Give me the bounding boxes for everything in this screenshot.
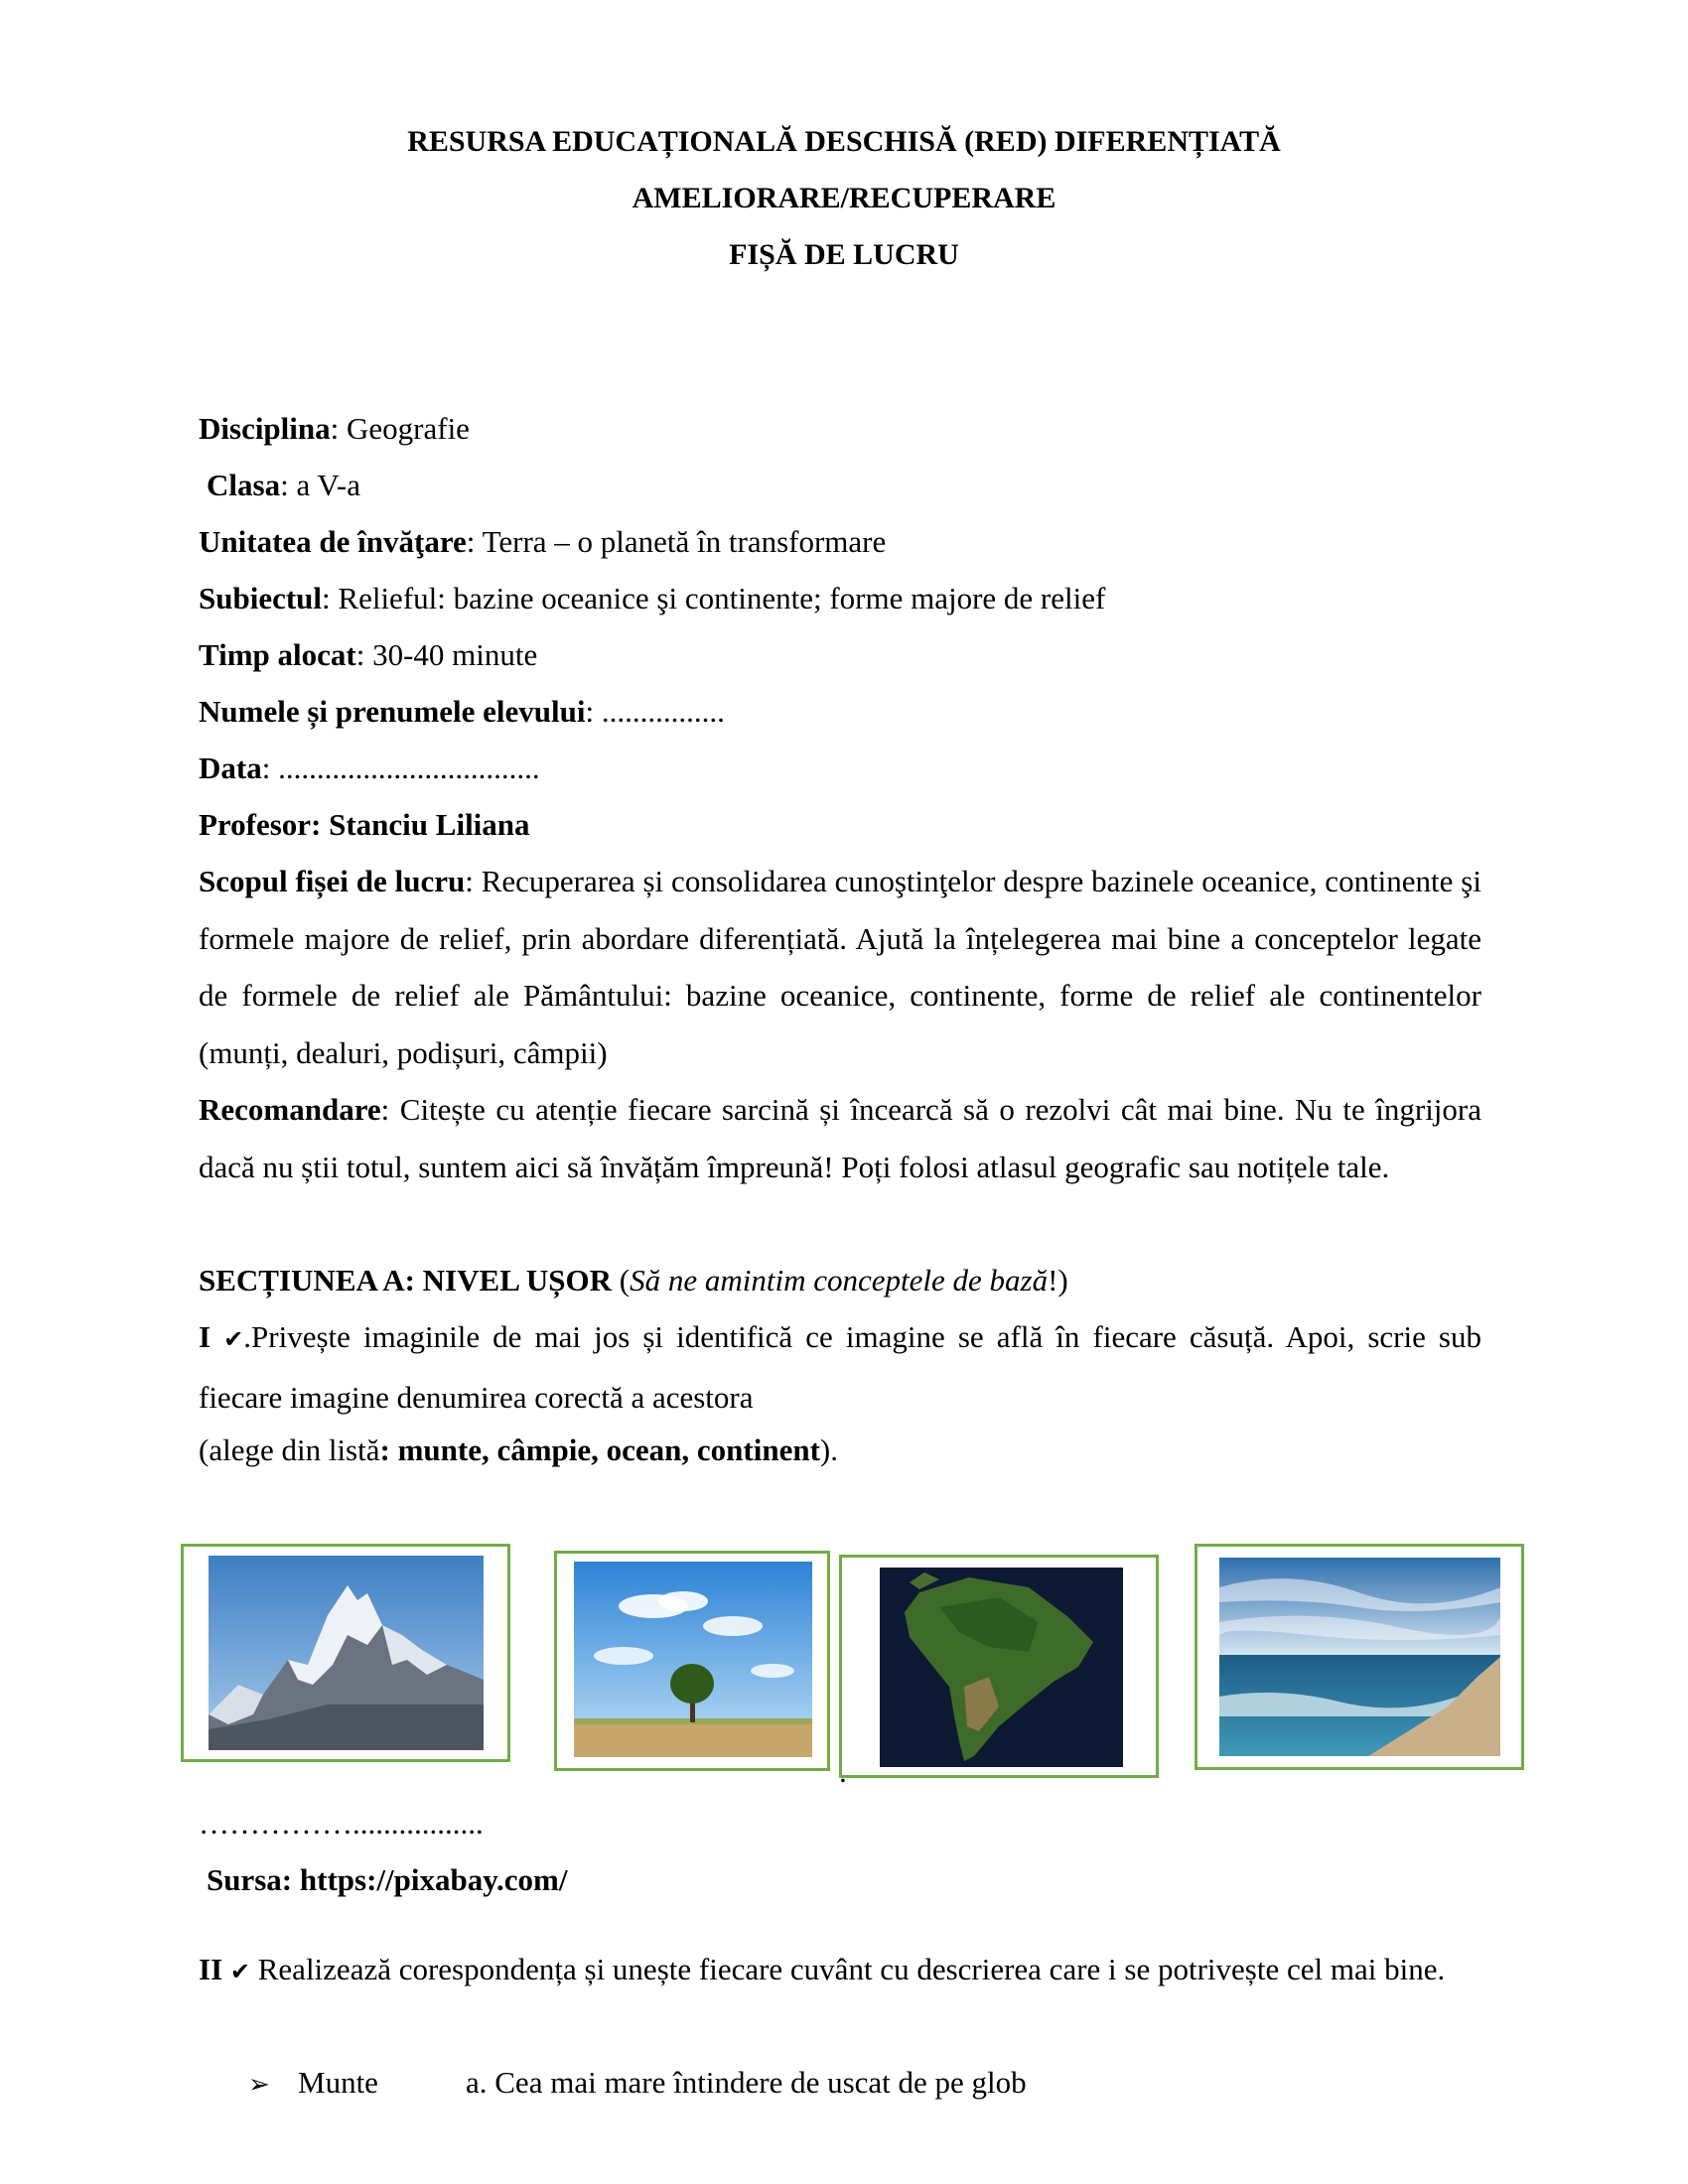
source-text: Sursa: https://pixabay.com/ bbox=[207, 1862, 568, 1897]
clasa-label: Clasa bbox=[207, 468, 281, 502]
data-value: : .................................. bbox=[261, 751, 540, 785]
image-source bbox=[207, 1851, 1497, 1908]
section-a-paren-close: !) bbox=[1048, 1263, 1068, 1297]
task1-list-suffix: ). bbox=[819, 1433, 838, 1467]
task2-number: II bbox=[199, 1952, 223, 1986]
data-label: Data bbox=[199, 751, 262, 785]
mountain-image bbox=[209, 1556, 484, 1750]
unitatea-value: : Terra – o planetă în transformare bbox=[466, 524, 887, 559]
section-a-title: SECȚIUNEA A: NIVEL UȘOR bbox=[199, 1263, 613, 1297]
info-profesor bbox=[199, 796, 1489, 853]
section-a-paren-open: ( bbox=[612, 1263, 631, 1297]
task2-instruction bbox=[199, 1941, 1481, 2001]
check-icon: ✔ bbox=[229, 1958, 250, 1985]
info-timp bbox=[199, 626, 1489, 683]
arrow-bullet-icon: ➢ bbox=[248, 2070, 270, 2100]
check-icon: ✔ bbox=[223, 1325, 244, 1353]
scopul-text: : Recuperarea și consolidarea cunoştinţelor despre bazinele oceanice, continente şi formele majore de relief, prin abordare diferențiată. Ajută la înțelegerea mai bine a conceptelor legate de formele de relief ale Pământului: bazine oceanice, continente, forme de relief ale continentelor (munți, dealuri, podișuri, câmpii) bbox=[199, 864, 1481, 1070]
task1-number: I bbox=[199, 1319, 211, 1354]
header-title-2: AMELIORARE/RECUPERARE bbox=[632, 182, 1056, 214]
info-disciplina bbox=[199, 400, 1489, 457]
answer-dots: ……………................. bbox=[199, 1806, 484, 1841]
unitatea-label: Unitatea de învăţare bbox=[199, 524, 467, 559]
info-subiectul bbox=[199, 570, 1489, 626]
header-title-1: RESURSA EDUCAȚIONALĂ DESCHISĂ (RED) DIFERENȚIATĂ bbox=[407, 125, 1281, 158]
plain-image bbox=[574, 1562, 812, 1757]
header-title-3: FIȘĂ DE LUCRU bbox=[729, 238, 959, 271]
recomandare-label: Recomandare bbox=[199, 1092, 381, 1127]
clasa-value: : a V-a bbox=[280, 468, 361, 502]
match-item-1 bbox=[248, 2054, 1027, 2114]
recomandare-text: : Citește cu atenție fiecare sarcină și încearcă să o rezolvi cât mai bine. Nu te îngrijora dacă nu știi totul, suntem aici să învățăm împreună! Poți folosi atlasul geografic sau notițele tale. bbox=[199, 1092, 1481, 1184]
ocean-image bbox=[1219, 1558, 1500, 1756]
section-a-heading bbox=[199, 1252, 1489, 1308]
info-unitatea bbox=[199, 513, 1489, 570]
subiectul-value: : Relieful: bazine oceanice şi continente; forme majore de relief bbox=[322, 581, 1106, 615]
match-word-1: Munte bbox=[298, 2065, 378, 2100]
profesor-text: Profesor: Stanciu Liliana bbox=[199, 807, 530, 842]
info-numele bbox=[199, 683, 1489, 740]
numele-value: : ................ bbox=[585, 694, 725, 729]
subiectul-label: Subiectul bbox=[199, 581, 323, 615]
task2-text: Realizează corespondența și unește fiecare cuvânt cu descrierea care i se potrivește cel mai bine. bbox=[250, 1952, 1446, 1986]
section-a-subtitle: Să ne amintim conceptele de bază bbox=[630, 1263, 1049, 1297]
disciplina-label: Disciplina bbox=[199, 411, 331, 446]
task1-list bbox=[199, 1422, 1489, 1478]
numele-label: Numele și prenumele elevului bbox=[199, 694, 586, 729]
scopul-label: Scopul fișei de lucru bbox=[199, 864, 466, 898]
task1-list-options: : munte, câmpie, ocean, continent bbox=[379, 1433, 820, 1467]
match-desc-a: a. Cea mai mare întindere de uscat de pe glob bbox=[466, 2065, 1027, 2100]
stray-dot: . bbox=[839, 1754, 847, 1789]
continent-image bbox=[880, 1568, 1123, 1767]
task1-instruction bbox=[199, 1308, 1481, 1426]
task1-list-prefix: (alege din listă bbox=[199, 1433, 380, 1467]
disciplina-value: : Geografie bbox=[330, 411, 470, 446]
scopul-paragraph bbox=[199, 853, 1481, 1081]
info-clasa bbox=[207, 457, 1497, 513]
timp-label: Timp alocat bbox=[199, 637, 356, 672]
timp-value: : 30-40 minute bbox=[355, 637, 538, 672]
task1-text: .Privește imaginile de mai jos și identifică ce imagine se află în fiecare căsuță. Apoi, scrie sub fiecare imagine denumirea corectă a acestora bbox=[199, 1319, 1481, 1415]
info-data bbox=[199, 740, 1489, 796]
recomandare-paragraph bbox=[199, 1081, 1481, 1195]
